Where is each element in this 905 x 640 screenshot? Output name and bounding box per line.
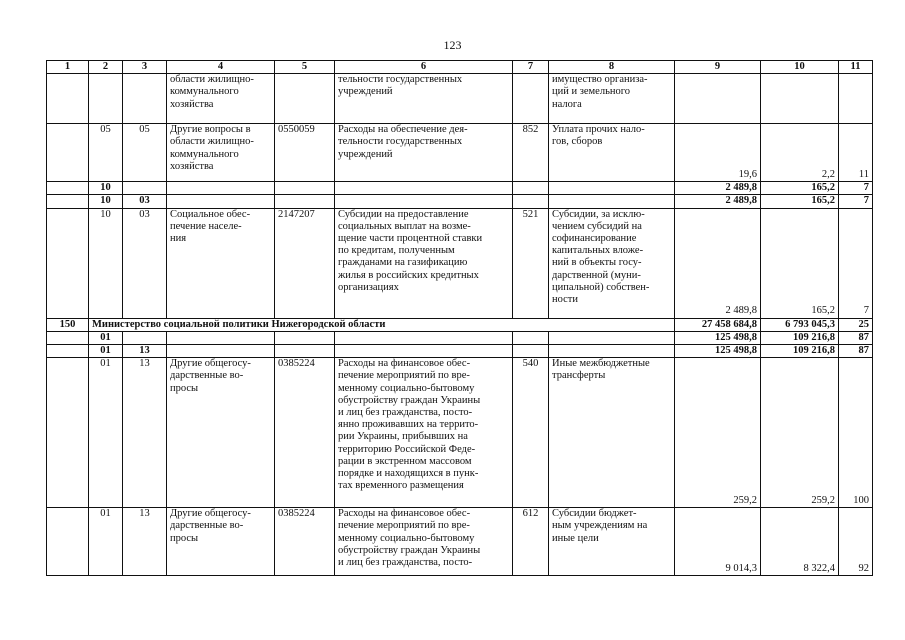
cell-actual: 6 793 045,3 (761, 318, 839, 331)
header-row (47, 61, 873, 74)
cell-actual (761, 74, 839, 124)
header-cell: 1 (47, 61, 89, 74)
cell-actual: 259,2 (761, 358, 839, 508)
cell-expense-name (549, 195, 675, 208)
cell-code (47, 74, 89, 124)
cell-expense-type: 521 (513, 208, 549, 318)
cell-section-name: Другие общегосу- дарственные во- просы (167, 358, 275, 508)
cell-target: 0385224 (275, 358, 335, 508)
cell-section: 10 (89, 182, 123, 195)
cell-percent: 92 (839, 508, 873, 576)
cell-actual: 2,2 (761, 124, 839, 182)
cell-subsection: 13 (123, 358, 167, 508)
cell-actual: 165,2 (761, 208, 839, 318)
table-row (47, 345, 873, 358)
table-row (47, 195, 873, 208)
cell-section: 01 (89, 358, 123, 508)
cell-percent: 25 (839, 318, 873, 331)
cell-plan: 27 458 684,8 (675, 318, 761, 331)
header-cell: 9 (675, 61, 761, 74)
table-row (47, 508, 873, 576)
cell-percent (839, 74, 873, 124)
budget-table (46, 60, 873, 576)
cell-expense-name: Субсидии бюджет- ным учреждениям на иные цели (549, 508, 675, 576)
cell-percent: 100 (839, 358, 873, 508)
cell-subsection (123, 74, 167, 124)
cell-target (275, 74, 335, 124)
cell-expense-name (549, 182, 675, 195)
cell-expense-name: Уплата прочих нало- гов, сборов (549, 124, 675, 182)
cell-code: 150 (47, 318, 89, 331)
cell-expense-name: Иные межбюджетные трансферты (549, 358, 675, 508)
cell-target-name (335, 331, 513, 344)
table-row (47, 358, 873, 508)
cell-expense-type (513, 182, 549, 195)
cell-code (47, 124, 89, 182)
header-cell: 5 (275, 61, 335, 74)
cell-plan: 125 498,8 (675, 345, 761, 358)
cell-plan (675, 74, 761, 124)
cell-code (47, 182, 89, 195)
cell-target-name: Расходы на финансовое обес- печение мероприятий по вре- менному социально-бытовому обустройству граждан Украины и лиц без гражданства, посто- янно проживавших на террито- рии Украины, прибывших на территорию Российской Феде- рации в экстренном массовом порядке и находящихся в пунк- тах временного размещения (335, 358, 513, 508)
cell-target: 2147207 (275, 208, 335, 318)
cell-target (275, 345, 335, 358)
cell-target-name (335, 195, 513, 208)
cell-plan: 9 014,3 (675, 508, 761, 576)
cell-section: 01 (89, 345, 123, 358)
header-cell: 3 (123, 61, 167, 74)
cell-section-name: Другие общегосу- дарственные во- просы (167, 508, 275, 576)
cell-expense-type: 540 (513, 358, 549, 508)
header-cell: 4 (167, 61, 275, 74)
cell-subsection: 13 (123, 345, 167, 358)
cell-subsection (123, 182, 167, 195)
cell-actual: 109 216,8 (761, 345, 839, 358)
table-row (47, 208, 873, 318)
cell-expense-type (513, 74, 549, 124)
cell-expense-type (513, 195, 549, 208)
cell-target-name (335, 182, 513, 195)
cell-plan: 2 489,8 (675, 182, 761, 195)
cell-code (47, 195, 89, 208)
cell-expense-type: 852 (513, 124, 549, 182)
cell-section (89, 74, 123, 124)
table-row (47, 182, 873, 195)
cell-section-name (167, 182, 275, 195)
cell-actual: 109 216,8 (761, 331, 839, 344)
cell-code (47, 331, 89, 344)
cell-expense-type (513, 345, 549, 358)
cell-plan: 2 489,8 (675, 195, 761, 208)
cell-section: 05 (89, 124, 123, 182)
cell-actual: 165,2 (761, 182, 839, 195)
header-cell: 10 (761, 61, 839, 74)
cell-plan: 19,6 (675, 124, 761, 182)
cell-code (47, 358, 89, 508)
cell-expense-name: Субсидии, за исклю- чением субсидий на софинансирование капитальных вложе- ний в объекты госу- дарственной (муни- ципальной) собствен- ности (549, 208, 675, 318)
cell-percent: 7 (839, 208, 873, 318)
cell-subsection: 05 (123, 124, 167, 182)
cell-actual: 8 322,4 (761, 508, 839, 576)
header-cell: 6 (335, 61, 513, 74)
table-row (47, 124, 873, 182)
cell-target-name: Субсидии на предоставление социальных выплат на возме- щение части процентной ставки по кредитам, полученным гражданами на газификацию жилья в российских кредитных организациях (335, 208, 513, 318)
cell-expense-name: имущество организа- ций и земельного налога (549, 74, 675, 124)
header-cell: 2 (89, 61, 123, 74)
cell-section-name: Другие вопросы в области жилищно- коммунального хозяйства (167, 124, 275, 182)
cell-section: 10 (89, 195, 123, 208)
cell-subsection: 03 (123, 208, 167, 318)
cell-target (275, 195, 335, 208)
header-cell: 8 (549, 61, 675, 74)
cell-percent: 7 (839, 195, 873, 208)
cell-section-name: области жилищно- коммунального хозяйства (167, 74, 275, 124)
cell-section-name (167, 331, 275, 344)
cell-plan: 2 489,8 (675, 208, 761, 318)
table-row-ministry (47, 318, 873, 331)
cell-percent: 87 (839, 345, 873, 358)
cell-section-name (167, 195, 275, 208)
page-number: 123 (443, 38, 462, 52)
cell-code (47, 508, 89, 576)
header-cell: 11 (839, 61, 873, 74)
ministry-name: Министерство социальной политики Нижегородской области (89, 318, 675, 331)
cell-plan: 259,2 (675, 358, 761, 508)
cell-section-name: Социальное обес- печение населе- ния (167, 208, 275, 318)
cell-subsection (123, 331, 167, 344)
cell-target-name: тельности государственных учреждений (335, 74, 513, 124)
cell-percent: 11 (839, 124, 873, 182)
cell-section: 01 (89, 331, 123, 344)
cell-target-name: Расходы на обеспечение дея- тельности государственных учреждений (335, 124, 513, 182)
cell-target (275, 182, 335, 195)
cell-subsection: 03 (123, 195, 167, 208)
cell-target: 0550059 (275, 124, 335, 182)
cell-plan: 125 498,8 (675, 331, 761, 344)
cell-subsection: 13 (123, 508, 167, 576)
table-row (47, 331, 873, 344)
cell-section: 10 (89, 208, 123, 318)
cell-code (47, 208, 89, 318)
cell-target-name (335, 345, 513, 358)
cell-section-name (167, 345, 275, 358)
cell-expense-name (549, 331, 675, 344)
cell-expense-type (513, 331, 549, 344)
cell-target: 0385224 (275, 508, 335, 576)
cell-target (275, 331, 335, 344)
cell-section: 01 (89, 508, 123, 576)
table-row (47, 74, 873, 124)
cell-expense-name (549, 345, 675, 358)
cell-expense-type: 612 (513, 508, 549, 576)
cell-percent: 7 (839, 182, 873, 195)
header-cell: 7 (513, 61, 549, 74)
cell-code (47, 345, 89, 358)
cell-actual: 165,2 (761, 195, 839, 208)
cell-percent: 87 (839, 331, 873, 344)
cell-target-name: Расходы на финансовое обес- печение мероприятий по вре- менному социально-бытовому обустройству граждан Украины и лиц без гражданства, посто- (335, 508, 513, 576)
